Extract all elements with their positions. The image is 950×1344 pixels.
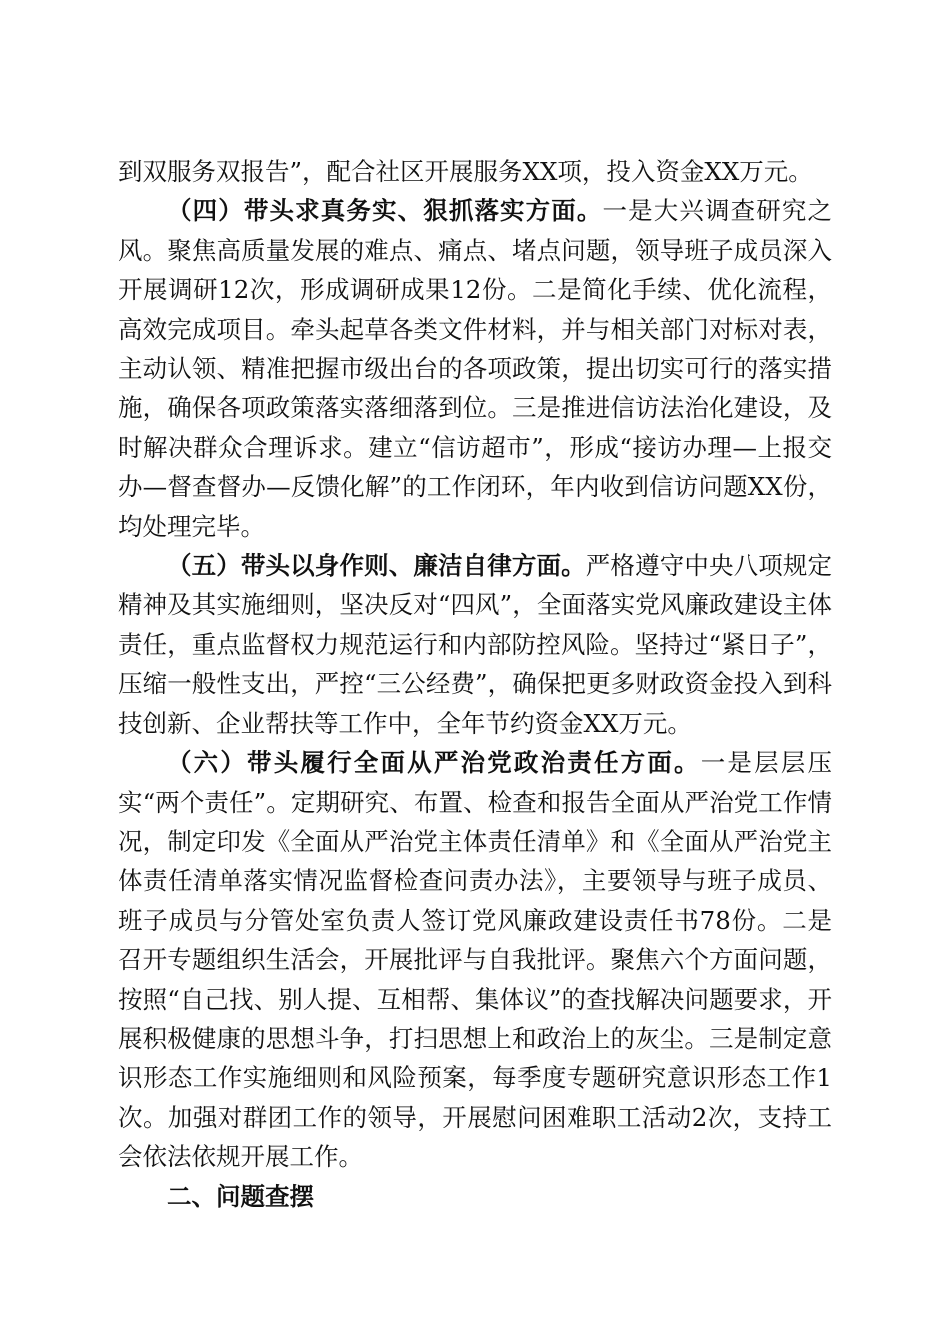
paragraph-continuation [118,152,832,191]
document-body [118,152,832,1216]
paragraph-section-5 [118,546,832,743]
paragraph-lead-heading: （五）带头以身作则、廉洁自律方面。 [167,551,586,581]
paragraph-text: 到双服务双报告”，配合社区开展服务XX项，投入资金XX万元。 [118,157,813,186]
paragraph-lead-heading: （六）带头履行全面从严治党政治责任方面。 [167,748,701,778]
section-heading: 二、问题查摆 [167,1181,314,1211]
paragraph-section-6 [118,743,832,1176]
paragraph-lead-heading: （四）带头求真务实、狠抓落实方面。 [167,196,603,226]
paragraph-text: 严格遵守中央八项规定精神及其实施细则，坚决反对“四风”，全面落实党风廉政建设主体责任，重点监督权力规范运行和内部防控风险。坚持过“紧日子”，压缩一般性支出，严控“三公经费”，确保把更多财政资金投入到科技创新、企业帮扶等工作中，全年节约资金XX万元。 [118,551,833,738]
paragraph-text: 一是层层压实“两个责任”。定期研究、布置、检查和报告全面从严治党工作情况，制定印发《全面从严治党主体责任清单》和《全面从严治党主体责任清单落实情况监督检查问责办法》，主要领导与班子成员、班子成员与分管处室负责人签订党风廉政建设责任书78份。二是召开专题组织生活会，开展批评与自我批评。聚焦六个方面问题，按照“自己找、别人提、互相帮、集体议”的查找解决问题要求，开展积极健康的思想斗争，打扫思想上和政治上的灰尘。三是制定意识形态工作实施细则和风险预案，每季度专题研究意识形态工作1次。加强对群团工作的领导，开展慰问困难职工活动2次，支持工会依法依规开展工作。 [118,748,832,1172]
paragraph-text: 一是大兴调查研究之风。聚焦高质量发展的难点、痛点、堵点问题，领导班子成员深入开展调研12次，形成调研成果12份。二是简化手续、优化流程，高效完成项目。牵头起草各类文件材料，并与相关部门对标对表，主动认领、精准把握市级出台的各项政策，提出切实可行的落实措施，确保各项政策落实落细落到位。三是推进信访法治化建设，及时解决群众合理诉求。建立“信访超市”，形成“接访办理—上报交办—督查督办—反馈化解”的工作闭环，年内收到信访问题XX份，均处理完毕。 [118,196,833,541]
paragraph-section-4 [118,191,832,546]
